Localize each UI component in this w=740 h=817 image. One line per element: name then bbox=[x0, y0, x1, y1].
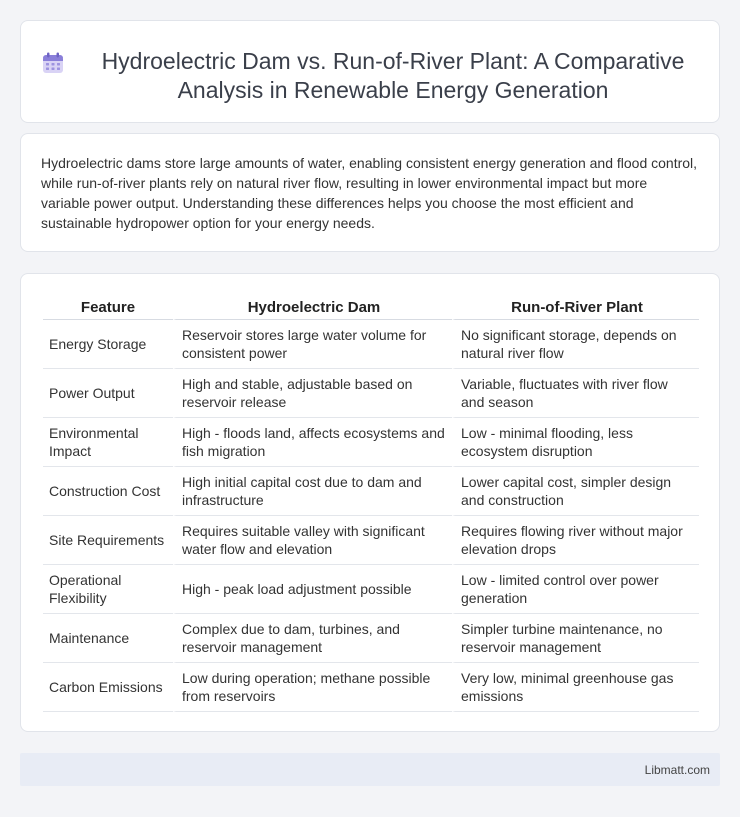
feature-cell: Power Output bbox=[43, 369, 173, 418]
page-title: Hydroelectric Dam vs. Run-of-River Plant: A Comparative Analysis in Renewable Energy Generation bbox=[101, 48, 685, 103]
run-of-river-cell: Low - minimal flooding, less ecosystem disruption bbox=[452, 418, 699, 467]
run-of-river-cell: Lower capital cost, simpler design and construction bbox=[452, 467, 699, 516]
table-row bbox=[43, 565, 699, 614]
table-row bbox=[43, 467, 699, 516]
feature-cell: Construction Cost bbox=[43, 467, 173, 516]
dam-cell: Low during operation; methane possible from reservoirs bbox=[173, 663, 452, 712]
footer-bar bbox=[20, 753, 720, 786]
table-row bbox=[43, 320, 699, 369]
feature-cell: Operational Flexibility bbox=[43, 565, 173, 614]
dam-cell: Complex due to dam, turbines, and reservoir management bbox=[173, 614, 452, 663]
column-header: Run-of-River Plant bbox=[452, 294, 699, 320]
table-row bbox=[43, 614, 699, 663]
column-header: Hydroelectric Dam bbox=[173, 294, 452, 320]
table-row bbox=[43, 516, 699, 565]
table-header-row bbox=[43, 294, 699, 320]
run-of-river-cell: Simpler turbine maintenance, no reservoir management bbox=[452, 614, 699, 663]
comparison-table bbox=[43, 294, 699, 712]
footer-brand-link[interactable]: Libmatt.com bbox=[644, 763, 710, 777]
column-header: Feature bbox=[43, 294, 173, 320]
intro-card bbox=[20, 133, 720, 252]
calendar-icon bbox=[41, 51, 65, 75]
table-row bbox=[43, 369, 699, 418]
run-of-river-cell: Variable, fluctuates with river flow and season bbox=[452, 369, 699, 418]
title-card bbox=[20, 20, 720, 123]
run-of-river-cell: No significant storage, depends on natural river flow bbox=[452, 320, 699, 369]
dam-cell: Reservoir stores large water volume for consistent power bbox=[173, 320, 452, 369]
dam-cell: High initial capital cost due to dam and infrastructure bbox=[173, 467, 452, 516]
run-of-river-cell: Low - limited control over power generation bbox=[452, 565, 699, 614]
dam-cell: High and stable, adjustable based on reservoir release bbox=[173, 369, 452, 418]
table-row bbox=[43, 663, 699, 712]
table-row bbox=[43, 418, 699, 467]
feature-cell: Carbon Emissions bbox=[43, 663, 173, 712]
intro-paragraph: Hydroelectric dams store large amounts of water, enabling consistent energy generation and flood control, while run-of-river plants rely on natural river flow, resulting in lower environmental impact but more variable power output. Understanding these differences helps you choose the most efficient and sustainable hydropower option for your energy needs. bbox=[41, 155, 698, 231]
run-of-river-cell: Requires flowing river without major elevation drops bbox=[452, 516, 699, 565]
feature-cell: Maintenance bbox=[43, 614, 173, 663]
run-of-river-cell: Very low, minimal greenhouse gas emissions bbox=[452, 663, 699, 712]
dam-cell: High - peak load adjustment possible bbox=[173, 565, 452, 614]
feature-cell: Energy Storage bbox=[43, 320, 173, 369]
dam-cell: Requires suitable valley with significant water flow and elevation bbox=[173, 516, 452, 565]
feature-cell: Site Requirements bbox=[43, 516, 173, 565]
comparison-table-card bbox=[20, 273, 720, 732]
dam-cell: High - floods land, affects ecosystems and fish migration bbox=[173, 418, 452, 467]
feature-cell: Environmental Impact bbox=[43, 418, 173, 467]
